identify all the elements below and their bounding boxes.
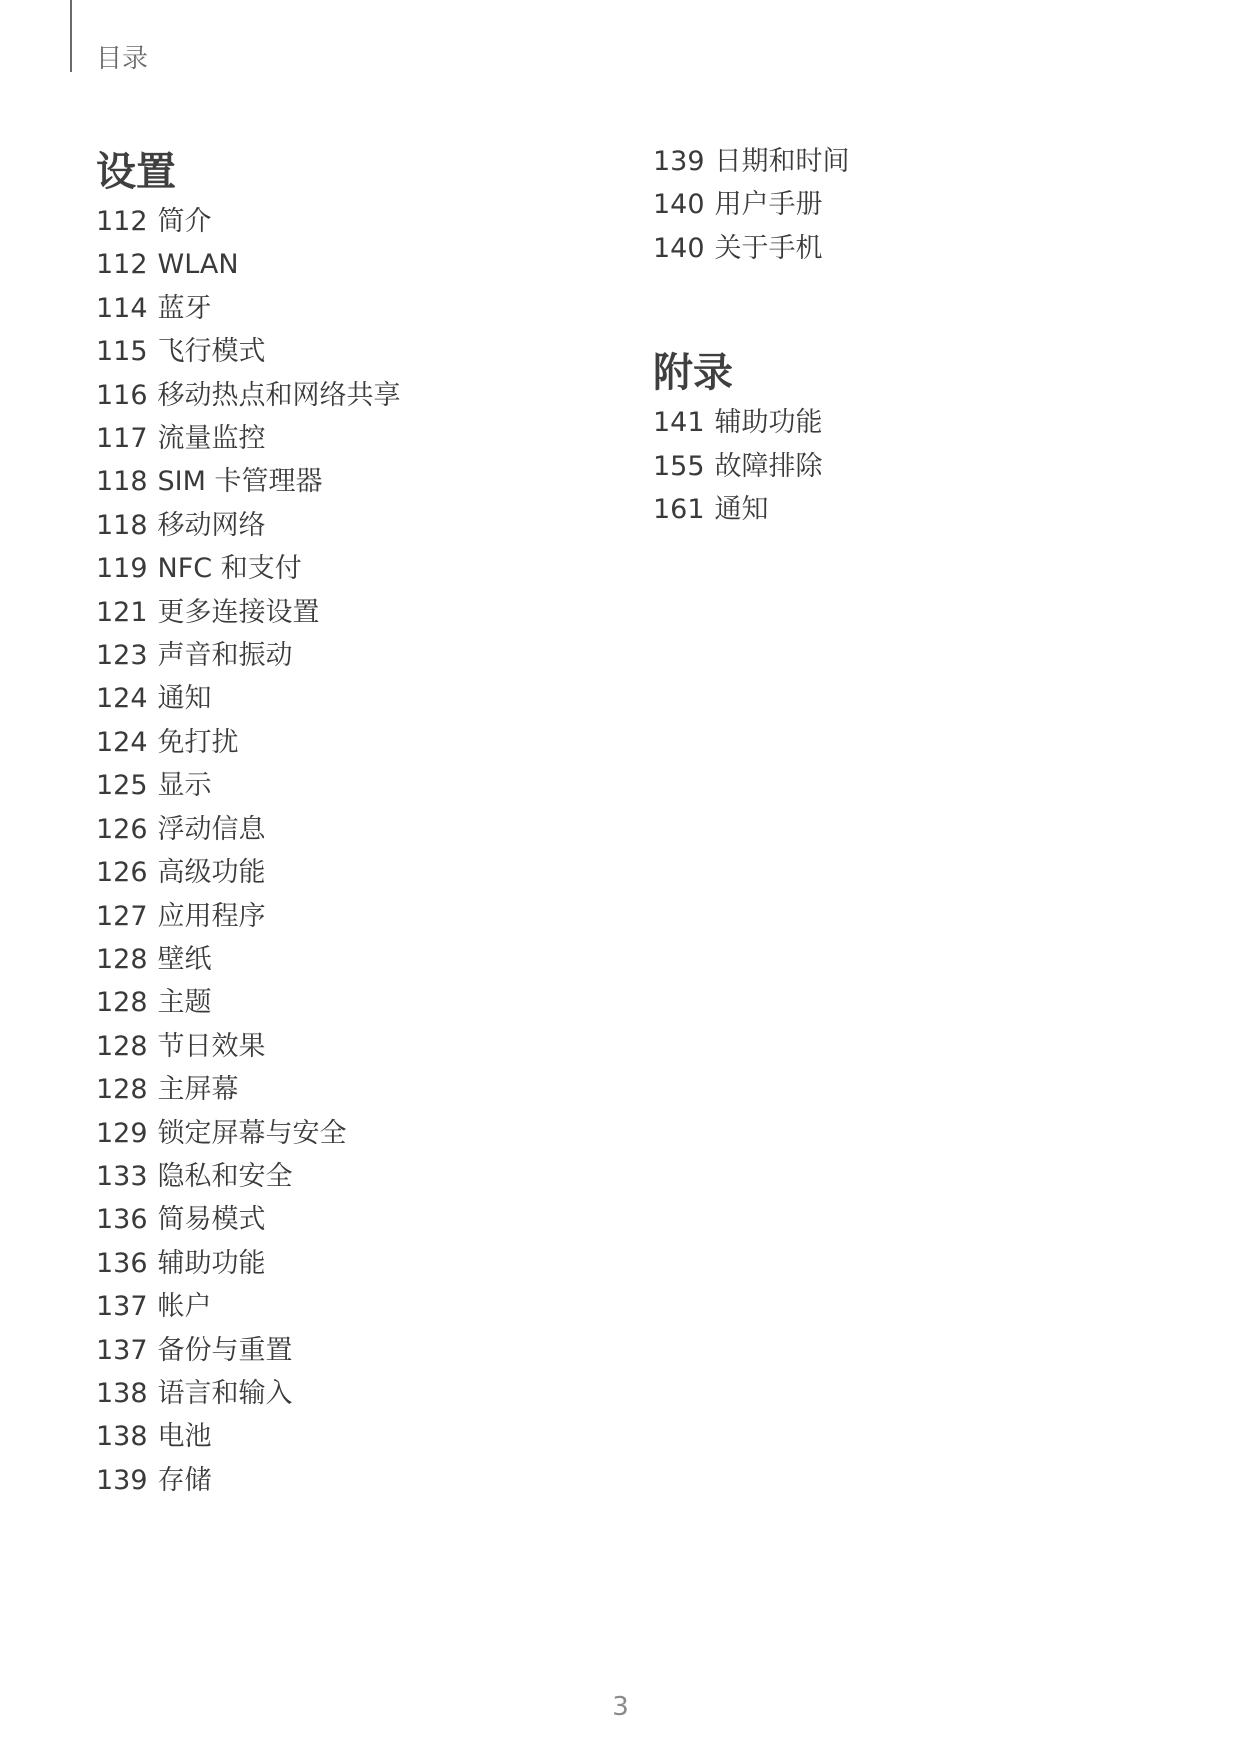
toc-entry[interactable] — [96, 851, 616, 894]
toc-page-number: 141 — [653, 407, 705, 439]
toc-entry-title: 节日效果 — [157, 1030, 266, 1062]
toc-entry[interactable] — [96, 1198, 616, 1241]
toc-entry[interactable] — [96, 1372, 616, 1415]
toc-entry-title: 飞行模式 — [157, 336, 266, 368]
toc-entry-title: NFC 和支付 — [157, 553, 302, 585]
toc-entry-title: 蓝牙 — [157, 292, 212, 324]
toc-entry-title: 辅助功能 — [714, 407, 823, 439]
toc-page-number: 155 — [653, 450, 705, 482]
toc-entry[interactable] — [96, 287, 616, 330]
toc-page-number: 133 — [96, 1160, 148, 1192]
toc-list-settings — [96, 200, 616, 1502]
toc-list-appendix — [653, 401, 1173, 531]
toc-page-number: 138 — [96, 1421, 148, 1453]
toc-entry[interactable] — [96, 1415, 616, 1458]
toc-entry-title: 显示 — [157, 770, 212, 802]
toc-entry[interactable] — [96, 417, 616, 460]
toc-column-left — [96, 144, 616, 1502]
toc-entry-title: 移动热点和网络共享 — [157, 379, 401, 411]
toc-page-number: 124 — [96, 726, 148, 758]
toc-entry[interactable] — [96, 764, 616, 807]
toc-entry-title: 通知 — [157, 683, 212, 715]
toc-list-settings-continued — [653, 140, 1173, 270]
toc-entry-title: 主题 — [157, 987, 212, 1019]
toc-entry[interactable] — [96, 1025, 616, 1068]
toc-page-number: 129 — [96, 1117, 148, 1149]
toc-entry[interactable] — [653, 401, 1173, 444]
toc-entry[interactable] — [653, 445, 1173, 488]
toc-entry-title: 免打扰 — [157, 726, 239, 758]
toc-page-number: 139 — [96, 1464, 148, 1496]
toc-page-number: 126 — [96, 813, 148, 845]
page-number: 3 — [612, 1692, 629, 1722]
toc-page-number: 137 — [96, 1334, 148, 1366]
toc-page-number: 128 — [96, 943, 148, 975]
toc-entry-title: 移动网络 — [157, 509, 266, 541]
toc-entry[interactable] — [96, 981, 616, 1024]
toc-entry[interactable] — [653, 488, 1173, 531]
toc-entry[interactable] — [653, 227, 1173, 270]
toc-page-number: 125 — [96, 770, 148, 802]
toc-entry-title: 流量监控 — [157, 423, 266, 455]
toc-entry[interactable] — [96, 1155, 616, 1198]
toc-entry-title: 主屏幕 — [157, 1074, 239, 1106]
toc-column-right — [653, 140, 1173, 531]
toc-entry[interactable] — [96, 504, 616, 547]
toc-entry[interactable] — [96, 1068, 616, 1111]
toc-entry[interactable] — [653, 183, 1173, 226]
toc-entry[interactable] — [653, 140, 1173, 183]
toc-page-number: 123 — [96, 640, 148, 672]
toc-entry[interactable] — [96, 1459, 616, 1502]
toc-entry-title: 电池 — [157, 1421, 212, 1453]
toc-page-number: 127 — [96, 900, 148, 932]
toc-entry-title: 存储 — [157, 1464, 212, 1496]
toc-entry-title: 浮动信息 — [157, 813, 266, 845]
toc-page-number: 117 — [96, 423, 148, 455]
toc-entry[interactable] — [96, 1329, 616, 1372]
section-spacer — [653, 270, 1173, 345]
toc-page-number: 140 — [653, 232, 705, 264]
toc-entry[interactable] — [96, 634, 616, 677]
header-title: 目录 — [96, 44, 149, 74]
toc-entry-title: 语言和输入 — [157, 1377, 293, 1409]
toc-entry[interactable] — [96, 1242, 616, 1285]
toc-page-number: 118 — [96, 466, 148, 498]
section-heading-settings: 设置 — [96, 149, 176, 195]
toc-entry[interactable] — [96, 721, 616, 764]
toc-page-number: 137 — [96, 1291, 148, 1323]
toc-entry[interactable] — [96, 677, 616, 720]
toc-entry[interactable] — [96, 938, 616, 981]
toc-entry-title: 辅助功能 — [157, 1247, 266, 1279]
toc-entry-title: 更多连接设置 — [157, 596, 320, 628]
section-heading-appendix: 附录 — [653, 350, 733, 397]
toc-page-number: 136 — [96, 1247, 148, 1279]
toc-entry[interactable] — [96, 243, 616, 286]
toc-entry-title: 简介 — [157, 206, 212, 237]
toc-page-number: 140 — [653, 189, 705, 221]
toc-entry[interactable] — [96, 460, 616, 503]
toc-page-number: 138 — [96, 1377, 148, 1409]
toc-entry-title: SIM 卡管理器 — [157, 466, 323, 498]
toc-page-number: 119 — [96, 553, 148, 585]
toc-page-number: 126 — [96, 857, 148, 889]
toc-entry[interactable] — [96, 1112, 616, 1155]
toc-entry-title: 帐户 — [157, 1291, 212, 1323]
toc-entry-title: 日期和时间 — [714, 146, 850, 177]
toc-entry[interactable] — [96, 591, 616, 634]
toc-entry-title: 高级功能 — [157, 857, 266, 889]
toc-page-number: 139 — [653, 146, 705, 177]
toc-entry[interactable] — [96, 374, 616, 417]
toc-page-number: 121 — [96, 596, 148, 628]
toc-entry[interactable] — [96, 330, 616, 373]
toc-entry[interactable] — [96, 1285, 616, 1328]
toc-page-number: 136 — [96, 1204, 148, 1236]
toc-entry[interactable] — [96, 200, 616, 243]
toc-page-number: 161 — [653, 494, 705, 526]
toc-entry[interactable] — [96, 808, 616, 851]
toc-entry-title: 简易模式 — [157, 1204, 266, 1236]
toc-page-number: 116 — [96, 379, 148, 411]
toc-page-number: 124 — [96, 683, 148, 715]
toc-entry-title: 故障排除 — [714, 450, 823, 482]
toc-page-number: 114 — [96, 292, 148, 324]
toc-entry-title: 备份与重置 — [157, 1334, 293, 1366]
toc-entry-title: 关于手机 — [714, 232, 823, 264]
toc-page-number: 112 — [96, 249, 148, 281]
toc-page-number: 118 — [96, 509, 148, 541]
toc-entry-title: 壁纸 — [157, 943, 212, 975]
toc-page-number: 112 — [96, 206, 148, 237]
header-rule — [70, 0, 72, 72]
toc-entry[interactable] — [96, 895, 616, 938]
toc-page-number: 128 — [96, 1030, 148, 1062]
toc-page-number: 128 — [96, 1074, 148, 1106]
toc-entry[interactable] — [96, 547, 616, 590]
toc-entry-title: 应用程序 — [157, 900, 266, 932]
toc-entry-title: 通知 — [714, 494, 769, 526]
toc-page-number: 128 — [96, 987, 148, 1019]
toc-entry-title: 用户手册 — [714, 189, 823, 221]
toc-entry-title: 声音和振动 — [157, 640, 293, 672]
toc-page-number: 115 — [96, 336, 148, 368]
toc-entry-title: 锁定屏幕与安全 — [157, 1117, 347, 1149]
toc-entry-title: WLAN — [157, 249, 239, 281]
toc-entry-title: 隐私和安全 — [157, 1160, 293, 1192]
